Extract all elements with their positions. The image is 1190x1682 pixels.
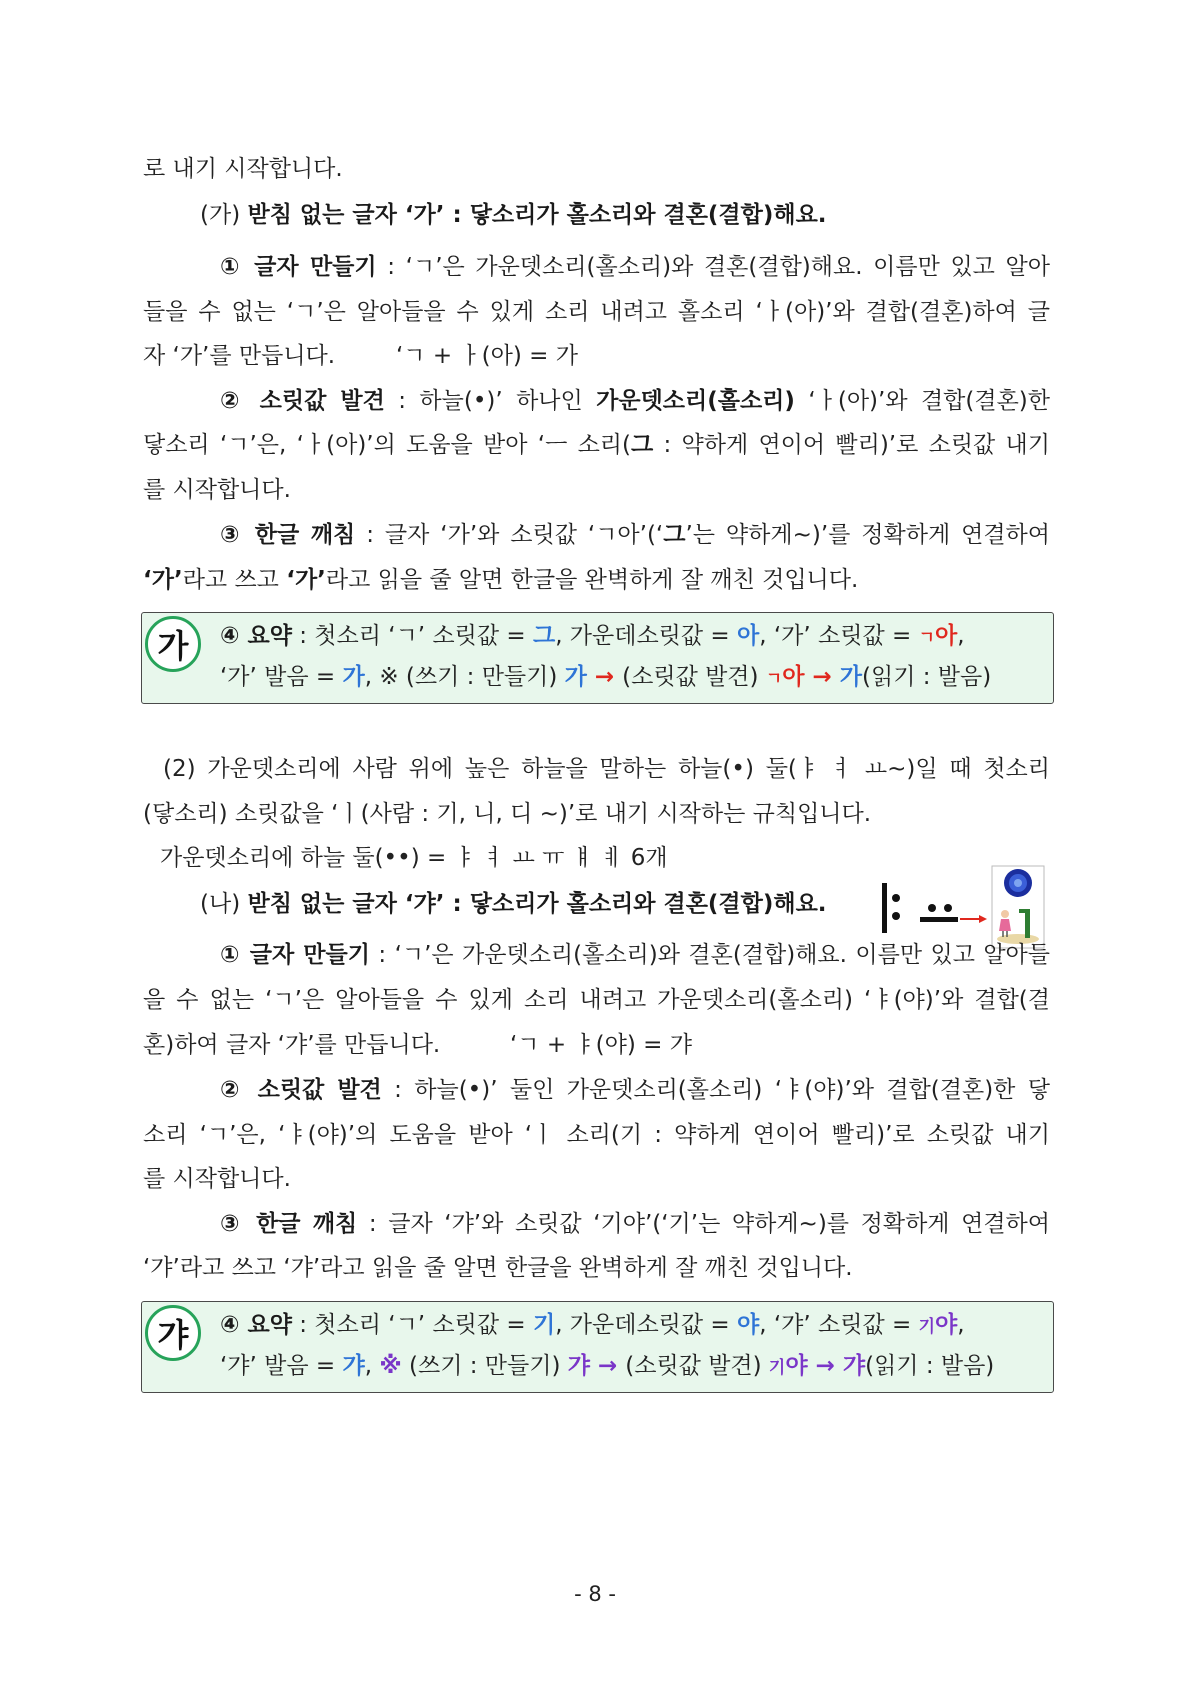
syllable-badge: 가 bbox=[145, 616, 201, 672]
section-heading-ga bbox=[200, 200, 1050, 230]
highlight: ㄱ bbox=[918, 628, 935, 648]
text-line bbox=[220, 1075, 1050, 1105]
step-label: ② 소릿값 발견 bbox=[220, 388, 385, 414]
text-span: 혼)하여 글자 ‘갸’를 만듭니다. bbox=[143, 1032, 441, 1058]
text-line: 를 시작합니다. bbox=[143, 1166, 291, 1192]
step-text: ’는 약하게~)’를 정확하게 연결하여 bbox=[685, 522, 1050, 548]
arrow-icon: → bbox=[807, 1353, 843, 1379]
text-span: : 첫소리 ‘ㄱ’ 소릿값 = bbox=[291, 1312, 533, 1338]
text-span: (소릿값 발견) bbox=[622, 664, 766, 690]
step-label: ③ 한글 깨침 bbox=[220, 522, 356, 548]
text-span: , bbox=[957, 1312, 965, 1338]
text-line bbox=[220, 520, 1050, 550]
text-line bbox=[220, 940, 1050, 970]
highlight: 그 bbox=[532, 623, 556, 649]
highlight: 아 bbox=[782, 664, 805, 690]
bold-term: ‘가’ bbox=[286, 567, 326, 593]
text-line: 들을 수 없는 ‘ㄱ’은 알아들을 수 있게 소리 내려고 홀소리 ‘ㅏ(아)’와 결합(결혼)하여 글 bbox=[143, 299, 1050, 325]
highlight: 가 bbox=[839, 664, 862, 690]
heading-prefix: (가) bbox=[200, 202, 248, 228]
text-line bbox=[220, 386, 1050, 416]
text-span: : 첫소리 ‘ㄱ’ 소릿값 = bbox=[291, 623, 533, 649]
bold-term: 그 bbox=[663, 522, 686, 548]
text-span: 라고 읽을 줄 알면 한글을 완벽하게 잘 깨친 것입니다. bbox=[325, 567, 859, 593]
highlight: ㄱ bbox=[765, 669, 783, 689]
bold-term: 가운뎃소리(홀소리) bbox=[596, 388, 795, 414]
summary-box-ga bbox=[141, 612, 1054, 704]
highlight: 가 bbox=[564, 664, 587, 690]
text-span: 자 ‘가’를 만듭니다. bbox=[143, 343, 336, 369]
highlight: 가 bbox=[342, 664, 365, 690]
formula: ‘ㄱ + ㅏ(아) = 가 bbox=[396, 343, 578, 369]
arrow-icon: → bbox=[586, 664, 623, 690]
reference-mark: ※ bbox=[379, 1353, 402, 1379]
text-span: , 가운데소릿값 = bbox=[555, 1312, 738, 1338]
text-line bbox=[143, 430, 1050, 460]
summary-row bbox=[220, 621, 1040, 653]
heading-text: 받침 없는 글자 ‘갸’ : 닿소리가 홀소리와 결혼(결합)해요. bbox=[247, 891, 827, 917]
step-label: ③ 한글 깨침 bbox=[220, 1211, 358, 1237]
text-span: , bbox=[957, 623, 965, 649]
highlight: 갸 bbox=[342, 1353, 365, 1379]
text-line bbox=[143, 1030, 1050, 1060]
text-line bbox=[143, 341, 1050, 371]
step-text: : ‘ㄱ’은 가운뎃소리(홀소리)와 결혼(결합)해요. 이름만 있고 알아 bbox=[376, 254, 1050, 280]
page-number: - 8 - bbox=[574, 1582, 616, 1606]
text-span: , 가운데소릿값 = bbox=[555, 623, 738, 649]
bold-term: 그 bbox=[630, 432, 654, 458]
text-span: 닿소리 ‘ㄱ’은, ‘ㅏ(아)’의 도움을 받아 ‘ㅡ 소리( bbox=[143, 432, 631, 458]
summary-row bbox=[220, 662, 1040, 694]
step-text: : 하늘(•)’ 하나인 bbox=[384, 388, 597, 414]
highlight: 갸 bbox=[567, 1353, 590, 1379]
step-label: ① 글자 만들기 bbox=[220, 942, 370, 968]
step-text: : 글자 ‘가’와 소릿값 ‘ㄱ아’(‘ bbox=[355, 522, 664, 548]
formula: ‘ㄱ + ㅑ(야) = 갸 bbox=[510, 1032, 692, 1058]
summary-box-gya bbox=[141, 1301, 1054, 1393]
summary-label: ④ 요약 bbox=[220, 623, 292, 649]
syllable-badge: 갸 bbox=[145, 1305, 201, 1361]
text-span: : 약하게 연이어 빨리)’로 소릿값 내기 bbox=[653, 432, 1050, 458]
text-line: (닿소리) 소릿값을 ‘ㅣ(사람 : 기, 니, 디 ~)’로 내기 시작하는 규칙입니다. bbox=[143, 801, 872, 827]
text-line bbox=[220, 1209, 1050, 1239]
step-text: : 하늘(•)’ 둘인 가운뎃소리(홀소리) ‘ㅑ(야)’와 결합(결혼)한 닿 bbox=[381, 1077, 1050, 1103]
step-text: ‘ㅏ(아)’와 결합(결혼)한 bbox=[794, 388, 1050, 414]
highlight: 기 bbox=[768, 1358, 786, 1378]
text-span: , ‘가’ 소릿값 = bbox=[759, 623, 919, 649]
highlight: 갸 bbox=[842, 1353, 866, 1379]
heading-text: 받침 없는 글자 ‘가’ : 닿소리가 홀소리와 결혼(결합)해요. bbox=[247, 202, 827, 228]
section-heading-gya bbox=[200, 889, 1050, 919]
highlight: 기 bbox=[532, 1312, 556, 1338]
text-span: 라고 쓰고 bbox=[182, 567, 287, 593]
text-span: , ※ (쓰기 : 만들기) bbox=[364, 664, 565, 690]
text-span: (읽기 : 발음) bbox=[862, 664, 992, 690]
text-span: , bbox=[364, 1353, 380, 1379]
arrow-icon: → bbox=[589, 1353, 626, 1379]
summary-row bbox=[220, 1310, 1040, 1342]
step-text: : 글자 ‘갸’와 소릿값 ‘기야’(‘기’는 약하게~)를 정확하게 연결하여 bbox=[357, 1211, 1050, 1237]
highlight: 아 bbox=[935, 623, 958, 649]
heading-prefix: (나) bbox=[200, 891, 248, 917]
highlight: 아 bbox=[737, 623, 760, 649]
text-span: ‘가’ 발음 = bbox=[220, 664, 343, 690]
text-span: (소릿값 발견) bbox=[625, 1353, 769, 1379]
text-line: 로 내기 시작합니다. bbox=[143, 156, 343, 182]
highlight: 야 bbox=[935, 1312, 958, 1338]
step-label: ② 소릿값 발견 bbox=[220, 1077, 382, 1103]
arrow-icon: → bbox=[804, 664, 840, 690]
text-line: (2) 가운뎃소리에 사람 위에 높은 하늘을 말하는 하늘(•) 둘(ㅑ ㅕ ㅛ~)일 때 첫소리 bbox=[163, 756, 1050, 782]
text-span: ‘갸’ 발음 = bbox=[220, 1353, 343, 1379]
step-text: : ‘ㄱ’은 가운뎃소리(홀소리)와 결혼(결합)해요. 이름만 있고 알아들 bbox=[369, 942, 1050, 968]
summary-row bbox=[220, 1351, 1040, 1383]
highlight: 야 bbox=[737, 1312, 760, 1338]
highlight: 기 bbox=[918, 1317, 935, 1337]
text-line: 을 수 없는 ‘ㄱ’은 알아들을 수 있게 소리 내려고 가운뎃소리(홀소리) ‘ㅑ(야)’와 결합(결 bbox=[143, 987, 1050, 1013]
text-line: ‘갸’라고 쓰고 ‘갸’라고 읽을 줄 알면 한글을 완벽하게 잘 깨친 것입니다. bbox=[143, 1255, 853, 1281]
bold-term: ‘가’ bbox=[143, 567, 183, 593]
text-line: 소리 ‘ㄱ’은, ‘ㅑ(야)’의 도움을 받아 ‘ㅣ 소리(기 : 약하게 연이어 빨리)’로 소릿값 내기 bbox=[143, 1122, 1050, 1148]
text-line: 가운뎃소리에 하늘 둘(••) = ㅑ ㅕ ㅛ ㅠ ㅒ ㅖ 6개 bbox=[160, 845, 668, 871]
text-span: (쓰기 : 만들기) bbox=[401, 1353, 568, 1379]
highlight: 야 bbox=[785, 1353, 808, 1379]
text-span: , ‘갸’ 소릿값 = bbox=[759, 1312, 919, 1338]
summary-label: ④ 요약 bbox=[220, 1312, 292, 1338]
text-line bbox=[143, 565, 1050, 595]
step-label: ① 글자 만들기 bbox=[220, 254, 377, 280]
text-line bbox=[220, 252, 1050, 282]
text-span: (읽기 : 발음) bbox=[865, 1353, 995, 1379]
text-line: 를 시작합니다. bbox=[143, 477, 291, 503]
